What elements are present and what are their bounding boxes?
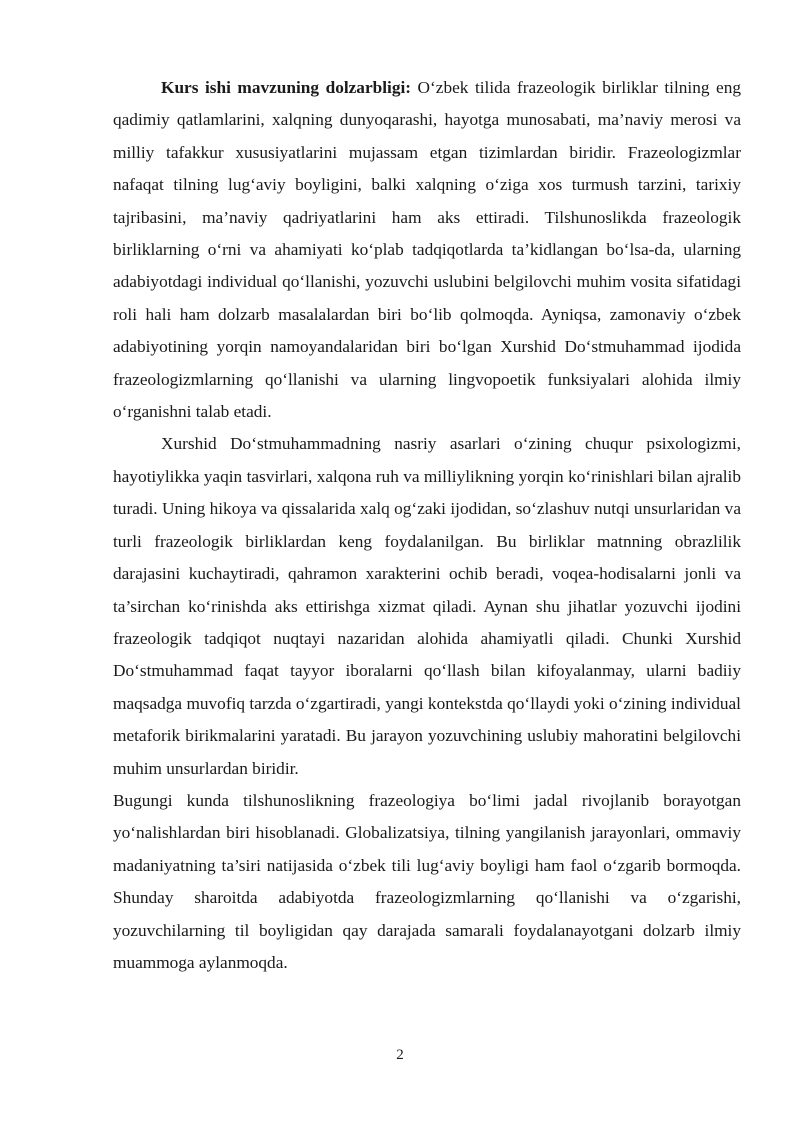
paragraph-text: O‘zbek tilida frazeologik birliklar tilning eng qadimiy qatlamlarini, xalqning dunyoqarashi, hayotga munosabati, ma’naviy merosi va milliy tafakkur xususiyatlarini mujassam etgan tizimlardan biridir. Frazeologizmlar nafaqat tilning lug‘aviy boyligini, balki xalqning o‘ziga xos turmush tarzini, tarixiy tajribasini, ma’naviy qadriyatlarini ham aks ettiradi. Tilshunoslikda frazeologik birliklarning o‘rni va ahamiyati ko‘plab tadqiqotlarda ta’kidlangan bo‘lsa-da, ularning adabiyotdagi individual qo‘llanishi, yozuvchi uslubini belgilovchi muhim vosita sifatidagi roli hali ham dolzarb masalalardan biri bo‘lib qolmoqda. Ayniqsa, zamonaviy o‘zbek adabiyotining yorqin namoyandalaridan biri bo‘lgan Xurshid Do‘stmuhammad ijodida frazeologizmlarning qo‘llanishi va ularning lingvopoetik funksiyalari alohida ilmiy o‘rganishni talab etadi. xyxy=(113,78,741,422)
paragraph-phraseology-today: Bugungi kunda tilshunoslikning frazeologiya bo‘limi jadal rivojlanib borayotgan yo‘nalishlardan biri hisoblanadi. Globalizatsiya, tilning yangilanish jarayonlari, ommaviy madaniyatning ta’siri natijasida o‘zbek tili lug‘aviy boyligi ham faol o‘zgarib bormoqda. Shunday sharoitda adabiyotda frazeologizmlarning qo‘llanishi va o‘zgarishi, yozuvchilarning til boyligidan qay darajada samarali foydalanayotgani dolzarb ilmiy muammoga aylanmoqda. xyxy=(113,790,741,972)
document-body xyxy=(113,72,741,979)
section-heading: Kurs ishi mavzuning dolzarbligi: xyxy=(161,78,412,97)
paragraph-relevance xyxy=(113,72,741,428)
page-number: 2 xyxy=(396,1047,404,1063)
paragraph-author-prose: Xurshid Do‘stmuhammadning nasriy asarlari o‘zining chuqur psixologizmi, hayotiylikka yaqin tasvirlari, xalqona ruh va milliylikning yorqin ko‘rinishlari bilan ajralib turadi. Uning hikoya va qissalarida xalq og‘zaki ijodidan, so‘zlashuv nutqi unsurlaridan va turli frazeologik birliklardan keng foydalanilgan. Bu birliklar matnning obrazlilik darajasini kuchaytiradi, qahramon xarakterini ochib beradi, voqea-hodisalarni jonli va ta’sirchan ko‘rinishda aks ettirishga xizmat qiladi. Aynan shu jihatlar yozuvchi ijodini frazeologik tadqiqot nuqtayi nazaridan alohida ahamiyatli qiladi. Chunki Xurshid Do‘stmuhammad faqat tayyor iboralarni qo‘llash bilan kifoyalanmay, ularni badiiy maqsadga muvofiq tarzda o‘zgartiradi, yangi kontekstda qo‘llaydi yoki o‘zining individual metaforik birikmalarini yaratadi. Bu jarayon yozuvchining uslubiy mahoratini belgilovchi muhim unsurlardan biridir. xyxy=(113,434,741,778)
